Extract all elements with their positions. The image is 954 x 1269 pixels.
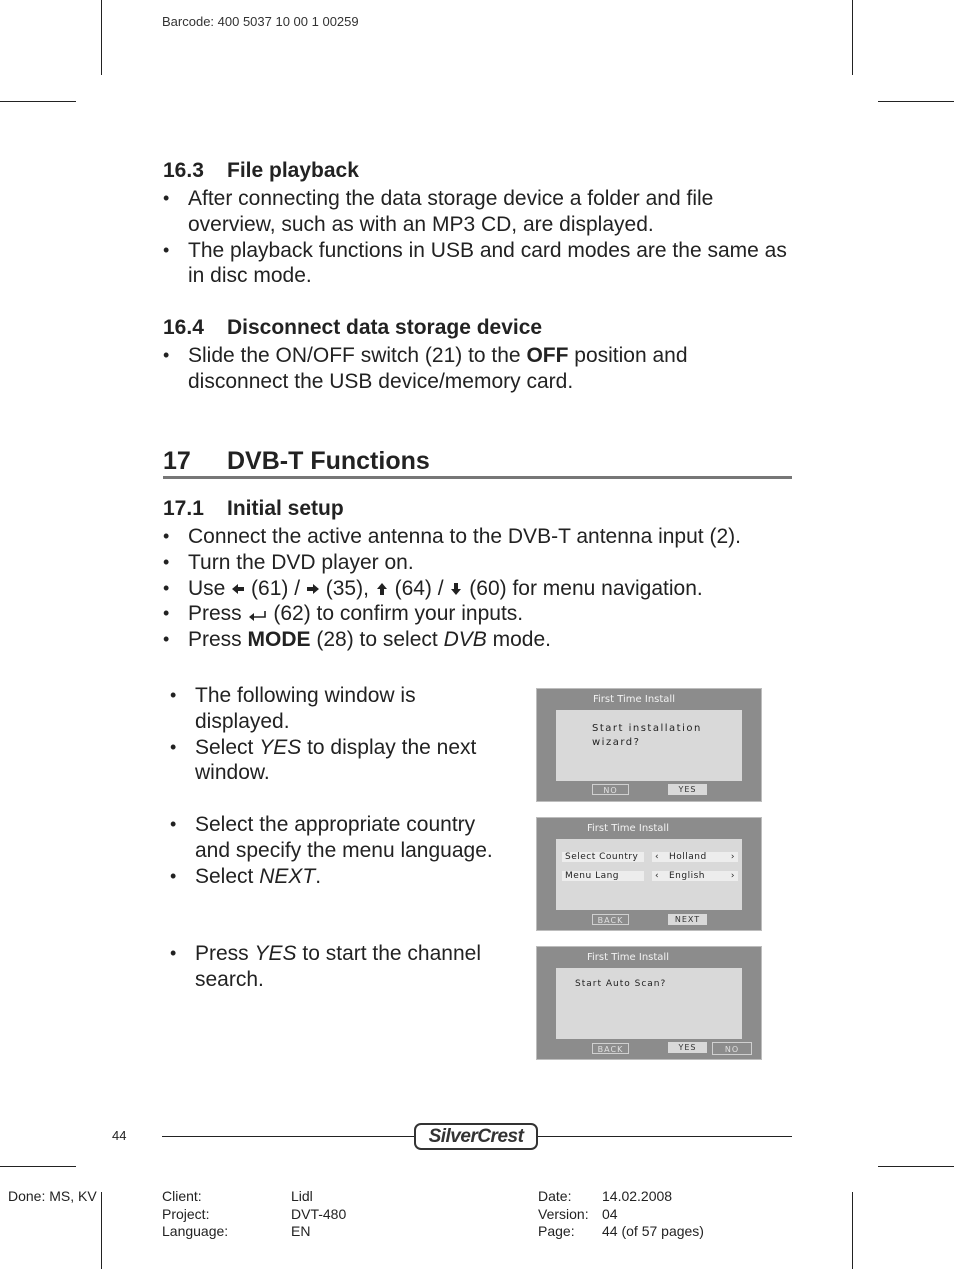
screen-message: Start Auto Scan?: [575, 979, 667, 989]
step-group-2: [170, 812, 510, 889]
arrow-right-icon: [306, 582, 320, 596]
screen-pane: [556, 710, 742, 781]
yes-button[interactable]: YES: [668, 1042, 707, 1053]
step-group-3: [170, 941, 510, 993]
client-value: Lidl: [291, 1188, 313, 1204]
section-16-4: [163, 315, 793, 395]
screen-pane: [556, 968, 742, 1039]
meta-values-left: [291, 1188, 346, 1241]
arrow-left-icon: [231, 582, 245, 596]
barcode-text: Barcode: 400 5037 10 00 1 00259: [162, 14, 359, 29]
crop-mark: [852, 1192, 853, 1269]
done-by: Done: MS, KV: [8, 1188, 97, 1204]
meta-labels-left: Client: Project: Language:: [162, 1188, 229, 1239]
back-button[interactable]: BACK: [592, 914, 629, 925]
date-value: 14.02.2008: [602, 1188, 673, 1204]
screen-title: First Time Install: [587, 952, 669, 963]
step-group-1: [170, 683, 510, 786]
bullet-item: • Use (61) / (35), (64) / (60) for menu navigation.: [163, 576, 793, 602]
project-value: DVT-480: [291, 1205, 347, 1222]
bullet-item: • Select YES to display the next window.: [170, 735, 510, 787]
enter-icon: [248, 608, 268, 622]
chevron-right-icon[interactable]: ›: [730, 852, 735, 862]
meta-values-right: [602, 1188, 704, 1241]
screenshot-start-wizard: [536, 688, 762, 802]
silvercrest-logo: SilverCrest: [414, 1123, 538, 1150]
screen-message: Start installation wizard?: [592, 723, 702, 748]
bullet-item: • The following window is displayed.: [170, 683, 510, 735]
crop-mark: [852, 0, 853, 75]
bullet-item: • Slide the ON/OFF switch (21) to the OFF position and disconnect the USB device/memory card.: [163, 343, 793, 395]
screen-pane: [556, 839, 742, 910]
arrow-down-icon: [449, 582, 463, 596]
bullet-item: • Press YES to start the channel search.: [170, 941, 510, 993]
section-16-3: [163, 158, 793, 289]
setting-value-selector[interactable]: ‹ English ›: [652, 871, 738, 881]
section-heading: 16.4 Disconnect data storage device: [163, 316, 543, 339]
bullet-item: • After connecting the data storage device a folder and file overview, such as with an MP3 CD, are displayed.: [163, 186, 793, 238]
section-heading: 16.3 File playback: [163, 159, 359, 182]
crop-mark: [0, 1166, 76, 1167]
crop-mark: [101, 1192, 102, 1269]
screen-title: First Time Install: [593, 694, 675, 705]
bullet-item: • Press (62) to confirm your inputs.: [163, 601, 793, 627]
footer-rule: [537, 1136, 792, 1137]
bullet-item: • Press MODE (28) to select DVB mode.: [163, 627, 793, 653]
arrow-up-icon: [375, 582, 389, 596]
back-button[interactable]: BACK: [592, 1043, 629, 1054]
no-button[interactable]: NO: [712, 1042, 752, 1055]
bullet-item: • Connect the active antenna to the DVB-T antenna input (2).: [163, 524, 793, 550]
next-button[interactable]: NEXT: [668, 914, 707, 925]
bullet-item: • Turn the DVD player on.: [163, 550, 793, 576]
yes-button[interactable]: YES: [668, 784, 707, 795]
chevron-left-icon[interactable]: ‹: [655, 871, 660, 881]
setting-value-selector[interactable]: ‹ Holland ›: [652, 852, 738, 862]
crop-mark: [878, 1166, 954, 1167]
screenshot-auto-scan: [536, 946, 762, 1060]
chapter-17: [163, 446, 793, 479]
setting-row[interactable]: [562, 871, 738, 881]
bullet-item: • Select NEXT.: [170, 864, 510, 890]
setting-row[interactable]: [562, 852, 738, 862]
crop-mark: [0, 101, 76, 102]
crop-mark: [101, 0, 102, 75]
bullet-item: • Select the appropriate country and specify the menu language.: [170, 812, 510, 864]
version-value: 04: [602, 1205, 618, 1222]
setting-label: Menu Lang: [562, 871, 644, 881]
meta-labels-right: Date: Version: Page:: [538, 1188, 589, 1239]
section-17-1: [163, 496, 793, 653]
screen-title: First Time Install: [587, 823, 669, 834]
bullet-item: • The playback functions in USB and card modes are the same as in disc mode.: [163, 238, 793, 290]
page-value: 44 (of 57 pages): [602, 1223, 704, 1239]
no-button[interactable]: NO: [592, 784, 629, 795]
crop-mark: [878, 101, 954, 102]
page-number: 44: [112, 1128, 127, 1143]
section-heading: 17.1 Initial setup: [163, 497, 344, 520]
footer-rule: [162, 1136, 415, 1137]
chapter-heading: 17 DVB-T Functions: [163, 446, 792, 479]
chevron-right-icon[interactable]: ›: [730, 871, 735, 881]
language-value: EN: [291, 1223, 311, 1239]
setting-label: Select Country: [562, 852, 644, 862]
chevron-left-icon[interactable]: ‹: [655, 852, 660, 862]
screenshot-country-language: [536, 817, 762, 931]
